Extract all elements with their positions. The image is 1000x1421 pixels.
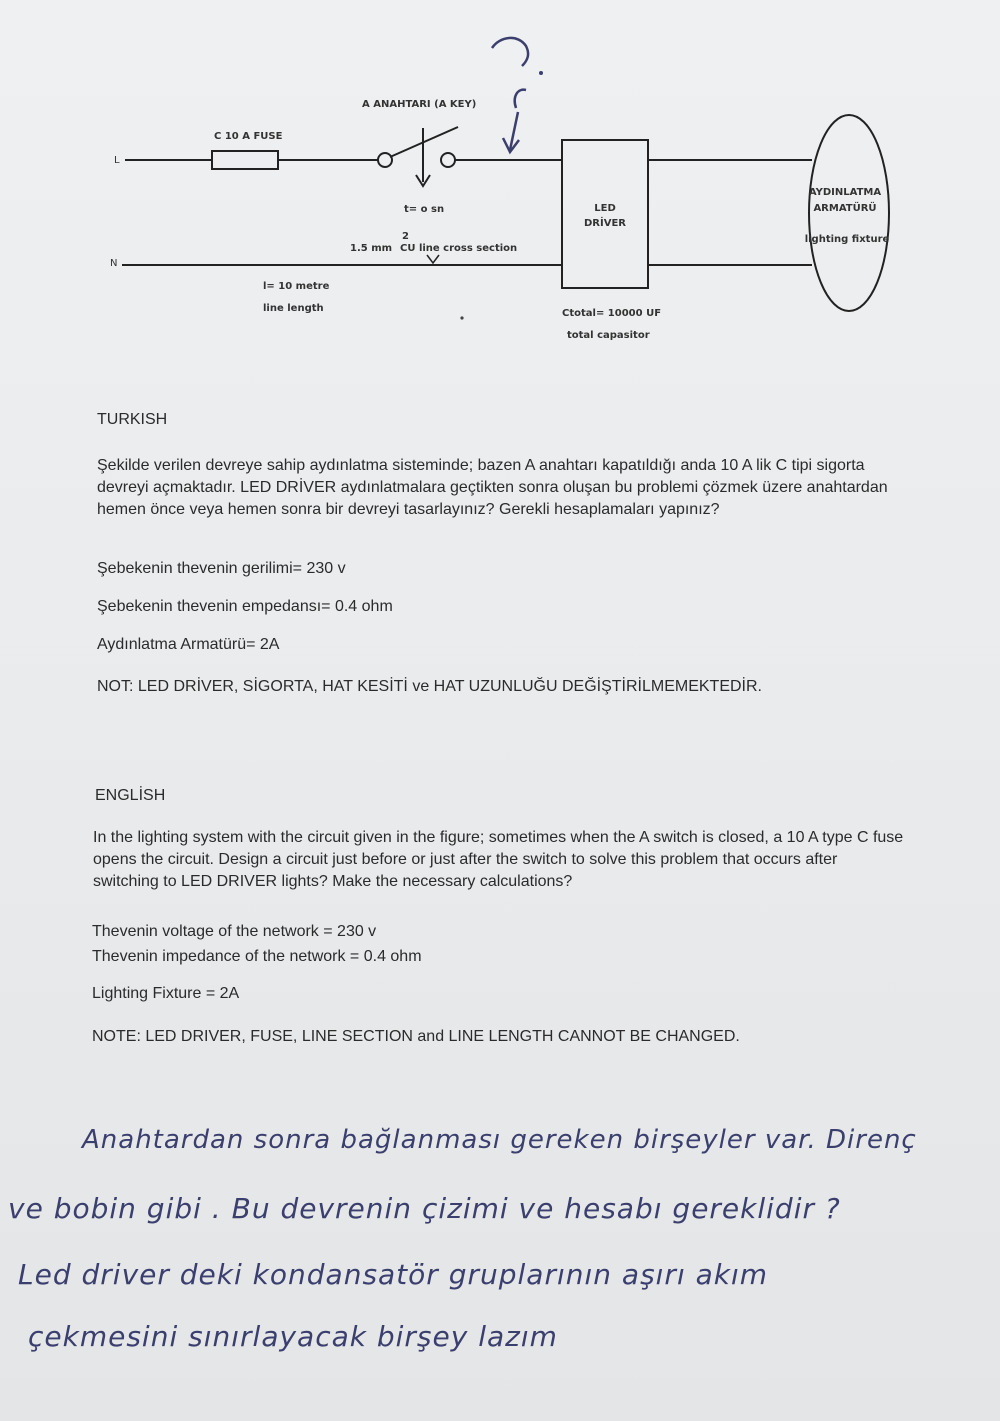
handwritten-hook	[515, 90, 526, 108]
turkish-note: NOT: LED DRİVER, SİGORTA, HAT KESİTİ ve HAT UZUNLUĞU DEĞİŞTİRİLMEMEKTEDİR.	[97, 678, 762, 695]
english-fixture: Lighting Fixture = 2A	[92, 985, 240, 1002]
turkish-heading: TURKISH	[97, 411, 168, 428]
driver-label-1: LED	[594, 203, 616, 214]
turkish-voltage: Şebekenin thevenin gerilimi= 230 v	[97, 560, 346, 577]
capacitor-value: Ctotal= 10000 UF	[562, 308, 662, 319]
fixture-label-1: AYDINLATMA	[808, 187, 882, 198]
fuse-symbol	[212, 151, 278, 169]
fixture-label-2: ARMATÜRÜ	[813, 203, 877, 214]
switch-contact-left	[378, 153, 392, 167]
turkish-fixture: Aydınlatma Armatürü= 2A	[97, 636, 280, 653]
stray-dot	[460, 316, 463, 319]
english-note: NOTE: LED DRIVER, FUSE, LINE SECTION and LINE LENGTH CANNOT BE CHANGED.	[92, 1028, 740, 1045]
handwritten-line-2: ve bobin gibi . Bu devrenin çizimi ve hesabı gereklidir ?	[8, 1192, 841, 1225]
key-label: A ANAHTARI (A KEY)	[362, 99, 477, 110]
turkish-question: Şekilde verilen devreye sahip aydınlatma sisteminde; bazen A anahtarı kapatıldığı anda 10 A lik C tipi sigorta devreyi açmaktadır. LED DRİVER aydınlatmalara geçtikten sonra oluşan bu problemi çözmek üzere anahtardan hemen önce veya hemen sonra bir devreyi tasarlayınız? Gerekli hesaplamaları yapınız?	[97, 457, 888, 518]
circuit-diagram	[0, 0, 1000, 360]
english-heading: ENGLİSH	[95, 787, 166, 804]
led-driver-box	[562, 140, 648, 288]
handwritten-line-4: çekmesini sınırlayacak birşey lazım	[28, 1320, 558, 1353]
switch-contact-right	[441, 153, 455, 167]
capacitor-text: total capasitor	[567, 330, 650, 341]
fuse-label: C 10 A FUSE	[214, 131, 283, 142]
line-length-value: l= 10 metre	[263, 281, 330, 292]
handwritten-line-3: Led driver deki kondansatör gruplarının aşırı akım	[18, 1258, 769, 1291]
turkish-impedance: Şebekenin thevenin empedansı= 0.4 ohm	[97, 598, 393, 615]
cross-section-text: CU line cross section	[400, 243, 518, 254]
l-label: L	[114, 155, 120, 166]
driver-label-2: DRİVER	[584, 218, 626, 229]
cross-section-arrow	[427, 255, 439, 263]
cross-section-value: 1.5 mm	[350, 243, 393, 254]
cross-section-exponent: 2	[402, 231, 409, 242]
handwritten-curve	[492, 38, 528, 66]
english-voltage: Thevenin voltage of the network = 230 v	[92, 923, 377, 940]
fixture-label-3: lighting fixture	[804, 234, 890, 245]
n-label: N	[110, 258, 118, 269]
handwritten-dot	[539, 71, 543, 75]
line-length-text: line length	[263, 303, 324, 314]
time-label: t= o sn	[404, 204, 445, 215]
english-impedance: Thevenin impedance of the network = 0.4 ohm	[92, 948, 422, 965]
handwritten-line-1: Anahtardan sonra bağlanması gereken birşeyler var. Direnç	[82, 1125, 917, 1155]
handwritten-question-mark: ?	[0, 0, 1, 1]
english-question: In the lighting system with the circuit given in the figure; sometimes when the A switch is closed, a 10 A type C fuse opens the circuit. Design a circuit just before or just after the switch to solve this problem that occurs after switching to LED DRIVER lights? Make the necessary calculations?	[93, 829, 904, 890]
